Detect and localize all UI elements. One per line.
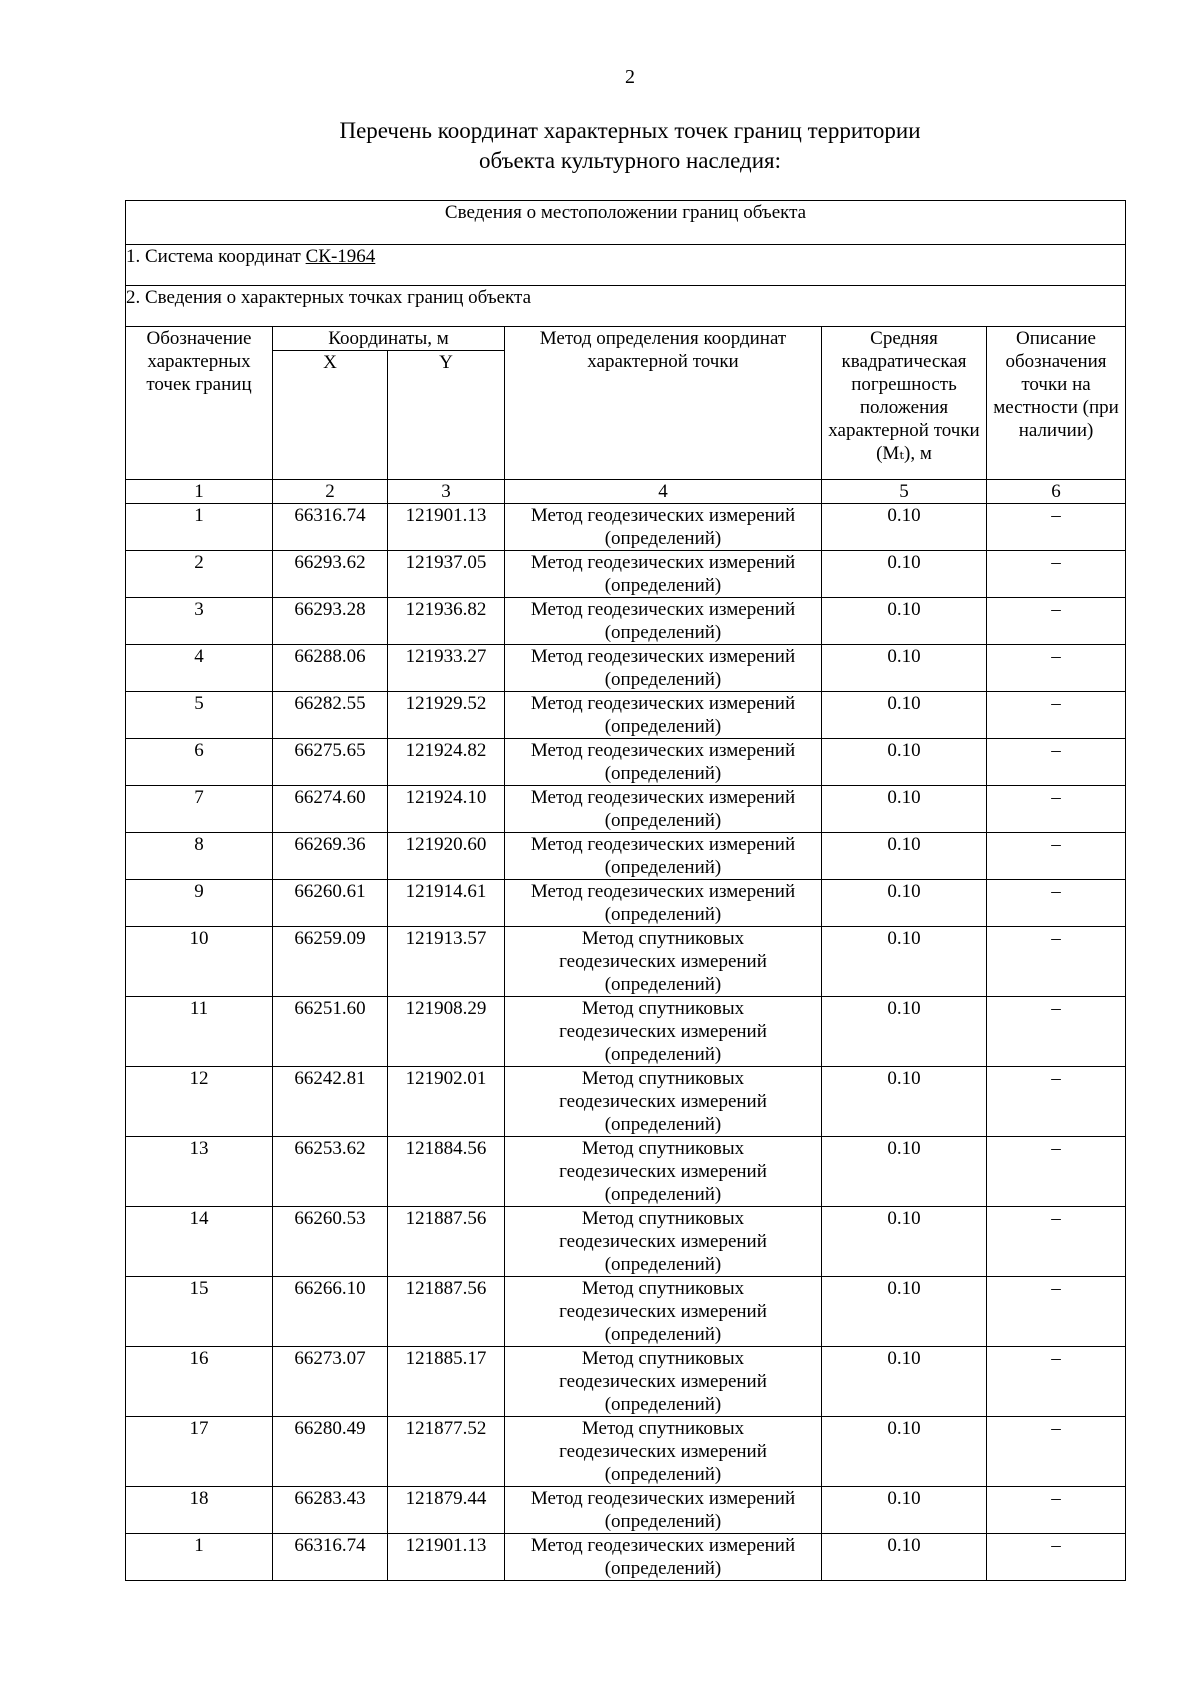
title-line-1: Перечень координат характерных точек границ территории bbox=[339, 118, 921, 143]
description-cell: – bbox=[987, 927, 1126, 997]
method-cell bbox=[505, 645, 822, 692]
point-id-cell: 4 bbox=[126, 645, 273, 692]
x-coordinate-cell: 66259.09 bbox=[273, 927, 388, 997]
description-cell: – bbox=[987, 692, 1126, 739]
point-id-cell: 13 bbox=[126, 1137, 273, 1207]
y-coordinate-cell: 121877.52 bbox=[388, 1417, 505, 1487]
method-cell bbox=[505, 880, 822, 927]
point-id-cell: 7 bbox=[126, 786, 273, 833]
x-coordinate-cell: 66266.10 bbox=[273, 1277, 388, 1347]
point-id-cell: 10 bbox=[126, 927, 273, 997]
method-line: (определений) bbox=[604, 528, 722, 549]
method-line: Метод геодезических измерений bbox=[530, 834, 796, 855]
x-coordinate-cell: 66288.06 bbox=[273, 645, 388, 692]
point-id-cell: 3 bbox=[126, 598, 273, 645]
method-cell bbox=[505, 551, 822, 598]
error-cell: 0.10 bbox=[822, 551, 987, 598]
error-cell: 0.10 bbox=[822, 1417, 987, 1487]
x-coordinate-cell: 66260.53 bbox=[273, 1207, 388, 1277]
y-coordinate-cell: 121901.13 bbox=[388, 1534, 505, 1581]
method-line: (определений) bbox=[604, 1044, 722, 1065]
table-row bbox=[126, 1347, 1126, 1417]
description-cell: – bbox=[987, 739, 1126, 786]
method-line: геодезических измерений bbox=[559, 951, 767, 972]
error-cell: 0.10 bbox=[822, 786, 987, 833]
x-coordinate-cell: 66283.43 bbox=[273, 1487, 388, 1534]
method-line: (определений) bbox=[604, 810, 722, 831]
y-coordinate-cell: 121924.82 bbox=[388, 739, 505, 786]
description-cell: – bbox=[987, 1277, 1126, 1347]
table-row bbox=[126, 1487, 1126, 1534]
document-title bbox=[0, 116, 1200, 176]
column-numbers-row bbox=[126, 480, 1126, 504]
method-line: (определений) bbox=[604, 716, 722, 737]
method-line: (определений) bbox=[604, 904, 722, 925]
table-row bbox=[126, 1137, 1126, 1207]
coord-system-label: 1. Система координат bbox=[126, 246, 306, 267]
table-row bbox=[126, 880, 1126, 927]
table-row bbox=[126, 1277, 1126, 1347]
y-coordinate-cell: 121936.82 bbox=[388, 598, 505, 645]
table-row bbox=[126, 551, 1126, 598]
x-coordinate-cell: 66269.36 bbox=[273, 833, 388, 880]
y-coordinate-cell: 121887.56 bbox=[388, 1207, 505, 1277]
col-coords-header: Координаты, м bbox=[273, 327, 505, 351]
column-number: 5 bbox=[822, 480, 987, 504]
point-id-cell: 17 bbox=[126, 1417, 273, 1487]
method-line: (определений) bbox=[604, 1511, 722, 1532]
error-cell: 0.10 bbox=[822, 1534, 987, 1581]
point-id-cell: 12 bbox=[126, 1067, 273, 1137]
method-line: Метод геодезических измерений bbox=[530, 740, 796, 761]
error-cell: 0.10 bbox=[822, 1277, 987, 1347]
method-line: геодезических измерений bbox=[559, 1161, 767, 1182]
method-line: геодезических измерений bbox=[559, 1021, 767, 1042]
point-id-cell: 18 bbox=[126, 1487, 273, 1534]
column-number: 1 bbox=[126, 480, 273, 504]
column-number: 3 bbox=[388, 480, 505, 504]
table-row bbox=[126, 1207, 1126, 1277]
table-row bbox=[126, 1067, 1126, 1137]
description-cell: – bbox=[987, 645, 1126, 692]
point-id-cell: 14 bbox=[126, 1207, 273, 1277]
method-cell bbox=[505, 927, 822, 997]
method-line: (определений) bbox=[604, 622, 722, 643]
point-id-cell: 5 bbox=[126, 692, 273, 739]
table-row bbox=[126, 1534, 1126, 1581]
method-line: геодезических измерений bbox=[559, 1301, 767, 1322]
y-coordinate-cell: 121914.61 bbox=[388, 880, 505, 927]
method-line: (определений) bbox=[604, 669, 722, 690]
method-line: Метод спутниковых bbox=[581, 1278, 745, 1299]
point-id-cell: 6 bbox=[126, 739, 273, 786]
y-coordinate-cell: 121884.56 bbox=[388, 1137, 505, 1207]
x-coordinate-cell: 66293.62 bbox=[273, 551, 388, 598]
error-cell: 0.10 bbox=[822, 1347, 987, 1417]
error-cell: 0.10 bbox=[822, 504, 987, 551]
error-cell: 0.10 bbox=[822, 739, 987, 786]
method-line: Метод геодезических измерений bbox=[530, 552, 796, 573]
method-line: Метод геодезических измерений bbox=[530, 881, 796, 902]
method-line: Метод геодезических измерений bbox=[530, 693, 796, 714]
description-cell: – bbox=[987, 880, 1126, 927]
coord-system-value: СК-1964 bbox=[305, 246, 376, 267]
coordinates-table bbox=[125, 200, 1126, 1581]
x-coordinate-cell: 66273.07 bbox=[273, 1347, 388, 1417]
table-row bbox=[126, 997, 1126, 1067]
x-coordinate-cell: 66253.62 bbox=[273, 1137, 388, 1207]
error-cell: 0.10 bbox=[822, 1137, 987, 1207]
method-line: (определений) bbox=[604, 857, 722, 878]
method-line: Метод спутниковых bbox=[581, 1068, 745, 1089]
error-cell: 0.10 bbox=[822, 1487, 987, 1534]
y-coordinate-cell: 121887.56 bbox=[388, 1277, 505, 1347]
method-line: Метод геодезических измерений bbox=[530, 646, 796, 667]
error-cell: 0.10 bbox=[822, 645, 987, 692]
table-row bbox=[126, 786, 1126, 833]
method-cell bbox=[505, 1417, 822, 1487]
table-row bbox=[126, 927, 1126, 997]
y-coordinate-cell: 121937.05 bbox=[388, 551, 505, 598]
col-method-header: Метод определения координат характерной точки bbox=[505, 327, 822, 480]
description-cell: – bbox=[987, 1137, 1126, 1207]
method-line: (определений) bbox=[604, 974, 722, 995]
method-line: (определений) bbox=[604, 1254, 722, 1275]
method-cell bbox=[505, 692, 822, 739]
description-cell: – bbox=[987, 551, 1126, 598]
method-line: (определений) bbox=[604, 763, 722, 784]
point-id-cell: 2 bbox=[126, 551, 273, 598]
point-id-cell: 11 bbox=[126, 997, 273, 1067]
point-id-cell: 1 bbox=[126, 1534, 273, 1581]
table-row bbox=[126, 833, 1126, 880]
table-row bbox=[126, 645, 1126, 692]
column-number: 2 bbox=[273, 480, 388, 504]
method-line: Метод спутниковых bbox=[581, 1348, 745, 1369]
method-cell bbox=[505, 504, 822, 551]
point-id-cell: 8 bbox=[126, 833, 273, 880]
description-cell: – bbox=[987, 997, 1126, 1067]
method-line: Метод спутниковых bbox=[581, 928, 745, 949]
description-cell: – bbox=[987, 504, 1126, 551]
method-line: геодезических измерений bbox=[559, 1441, 767, 1462]
col-y-header: Y bbox=[388, 351, 505, 480]
x-coordinate-cell: 66274.60 bbox=[273, 786, 388, 833]
table-row bbox=[126, 598, 1126, 645]
column-number: 4 bbox=[505, 480, 822, 504]
col-error-header: Средняя квадратическая погрешность положения характерной точки (Mₜ), м bbox=[822, 327, 987, 480]
y-coordinate-cell: 121908.29 bbox=[388, 997, 505, 1067]
point-id-cell: 15 bbox=[126, 1277, 273, 1347]
points-header: 2. Сведения о характерных точках границ объекта bbox=[126, 286, 1126, 327]
col-desc-header: Описание обозначения точки на местности (при наличии) bbox=[987, 327, 1126, 480]
method-cell bbox=[505, 997, 822, 1067]
error-cell: 0.10 bbox=[822, 997, 987, 1067]
table-row bbox=[126, 739, 1126, 786]
column-number: 6 bbox=[987, 480, 1126, 504]
method-line: (определений) bbox=[604, 1184, 722, 1205]
y-coordinate-cell: 121913.57 bbox=[388, 927, 505, 997]
table-row bbox=[126, 1417, 1126, 1487]
error-cell: 0.10 bbox=[822, 833, 987, 880]
method-line: Метод геодезических измерений bbox=[530, 787, 796, 808]
method-cell bbox=[505, 1534, 822, 1581]
y-coordinate-cell: 121902.01 bbox=[388, 1067, 505, 1137]
x-coordinate-cell: 66293.28 bbox=[273, 598, 388, 645]
method-cell bbox=[505, 739, 822, 786]
y-coordinate-cell: 121885.17 bbox=[388, 1347, 505, 1417]
description-cell: – bbox=[987, 1347, 1126, 1417]
y-coordinate-cell: 121901.13 bbox=[388, 504, 505, 551]
method-line: Метод геодезических измерений bbox=[530, 599, 796, 620]
x-coordinate-cell: 66242.81 bbox=[273, 1067, 388, 1137]
method-line: (определений) bbox=[604, 1558, 722, 1579]
method-line: Метод геодезических измерений bbox=[530, 1535, 796, 1556]
error-cell: 0.10 bbox=[822, 1067, 987, 1137]
x-coordinate-cell: 66316.74 bbox=[273, 1534, 388, 1581]
error-cell: 0.10 bbox=[822, 692, 987, 739]
description-cell: – bbox=[987, 1417, 1126, 1487]
description-cell: – bbox=[987, 1487, 1126, 1534]
method-line: (определений) bbox=[604, 1114, 722, 1135]
coord-system-row bbox=[126, 245, 1126, 286]
method-line: Метод спутниковых bbox=[581, 1418, 745, 1439]
method-line: (определений) bbox=[604, 1394, 722, 1415]
method-cell bbox=[505, 1067, 822, 1137]
method-cell bbox=[505, 598, 822, 645]
y-coordinate-cell: 121929.52 bbox=[388, 692, 505, 739]
table-row bbox=[126, 692, 1126, 739]
x-coordinate-cell: 66251.60 bbox=[273, 997, 388, 1067]
point-id-cell: 16 bbox=[126, 1347, 273, 1417]
x-coordinate-cell: 66280.49 bbox=[273, 1417, 388, 1487]
point-id-cell: 1 bbox=[126, 504, 273, 551]
error-cell: 0.10 bbox=[822, 598, 987, 645]
col-point-header: Обозначение характерных точек границ bbox=[126, 327, 273, 480]
error-cell: 0.10 bbox=[822, 927, 987, 997]
method-cell bbox=[505, 1137, 822, 1207]
page-number: 2 bbox=[625, 66, 635, 88]
x-coordinate-cell: 66260.61 bbox=[273, 880, 388, 927]
section-header: Сведения о местоположении границ объекта bbox=[126, 201, 1126, 245]
col-x-header: X bbox=[273, 351, 388, 480]
method-line: Метод спутниковых bbox=[581, 1208, 745, 1229]
method-line: (определений) bbox=[604, 1464, 722, 1485]
x-coordinate-cell: 66275.65 bbox=[273, 739, 388, 786]
error-cell: 0.10 bbox=[822, 880, 987, 927]
description-cell: – bbox=[987, 1534, 1126, 1581]
description-cell: – bbox=[987, 598, 1126, 645]
method-cell bbox=[505, 1347, 822, 1417]
method-cell bbox=[505, 1207, 822, 1277]
method-cell bbox=[505, 1487, 822, 1534]
method-cell bbox=[505, 786, 822, 833]
error-cell: 0.10 bbox=[822, 1207, 987, 1277]
description-cell: – bbox=[987, 786, 1126, 833]
description-cell: – bbox=[987, 833, 1126, 880]
x-coordinate-cell: 66316.74 bbox=[273, 504, 388, 551]
x-coordinate-cell: 66282.55 bbox=[273, 692, 388, 739]
method-line: (определений) bbox=[604, 1324, 722, 1345]
title-line-2: объекта культурного наследия: bbox=[478, 148, 782, 173]
y-coordinate-cell: 121933.27 bbox=[388, 645, 505, 692]
method-cell bbox=[505, 1277, 822, 1347]
point-id-cell: 9 bbox=[126, 880, 273, 927]
method-line: геодезических измерений bbox=[559, 1091, 767, 1112]
y-coordinate-cell: 121920.60 bbox=[388, 833, 505, 880]
method-line: Метод геодезических измерений bbox=[530, 1488, 796, 1509]
method-line: (определений) bbox=[604, 575, 722, 596]
method-line: геодезических измерений bbox=[559, 1371, 767, 1392]
method-line: Метод геодезических измерений bbox=[530, 505, 796, 526]
y-coordinate-cell: 121924.10 bbox=[388, 786, 505, 833]
method-line: Метод спутниковых bbox=[581, 998, 745, 1019]
y-coordinate-cell: 121879.44 bbox=[388, 1487, 505, 1534]
description-cell: – bbox=[987, 1207, 1126, 1277]
method-line: Метод спутниковых bbox=[581, 1138, 745, 1159]
description-cell: – bbox=[987, 1067, 1126, 1137]
method-cell bbox=[505, 833, 822, 880]
table-row bbox=[126, 504, 1126, 551]
method-line: геодезических измерений bbox=[559, 1231, 767, 1252]
